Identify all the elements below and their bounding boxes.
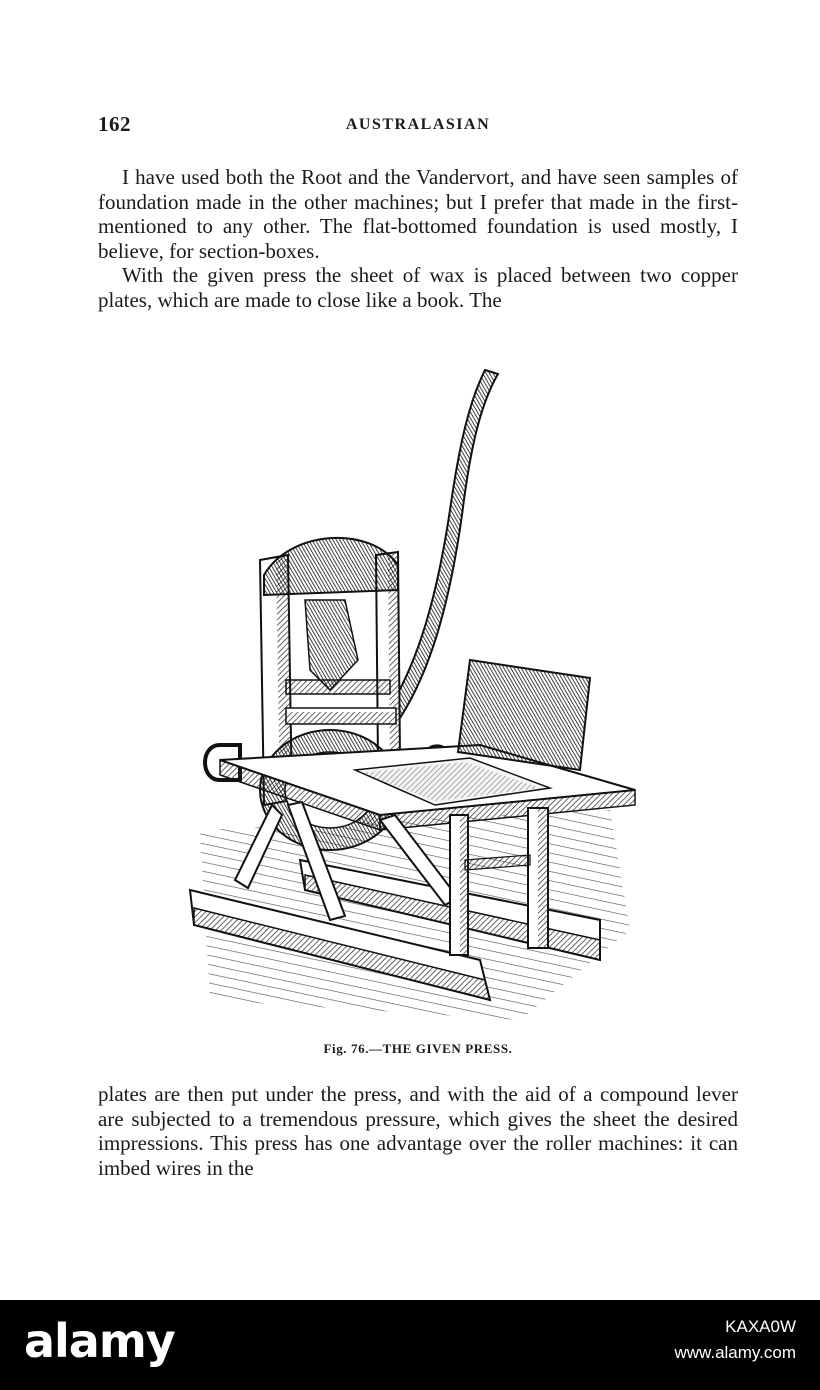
body-text-top <box>98 165 738 312</box>
watermark-site: www.alamy.com <box>674 1343 796 1362</box>
paragraph: With the given press the sheet of wax is placed between two copper plates, which are made to close like a book. The <box>98 263 738 312</box>
figure-caption: Fig. 76.—THE GIVEN PRESS. <box>323 1041 513 1056</box>
paragraph: plates are then put under the press, and with the aid of a compound lever are subjected to a tremendous pressure, which gives the sheet the desired impressions. This press has one advantage over the roller machines: it can imbed wires in the <box>98 1082 738 1180</box>
watermark-logo: alamy <box>24 1314 175 1368</box>
watermark-image-id: KAXA0W <box>725 1317 796 1336</box>
paragraph: I have used both the Root and the Vandervort, and have seen samples of foundation made in the other machines; but I prefer that made in the first-mentioned to any other. The flat-bottomed foundation is used mostly, I believe, for section-boxes. <box>98 165 738 263</box>
body-text-bottom <box>98 1082 738 1180</box>
watermark-id-block <box>674 1314 796 1366</box>
running-title: AUSTRALASIAN <box>345 116 491 133</box>
running-head <box>98 112 738 142</box>
page-number: 162 <box>98 112 131 136</box>
press-illustration <box>180 360 640 1030</box>
watermark-bar <box>0 1300 820 1390</box>
press-engraving <box>180 360 640 1030</box>
